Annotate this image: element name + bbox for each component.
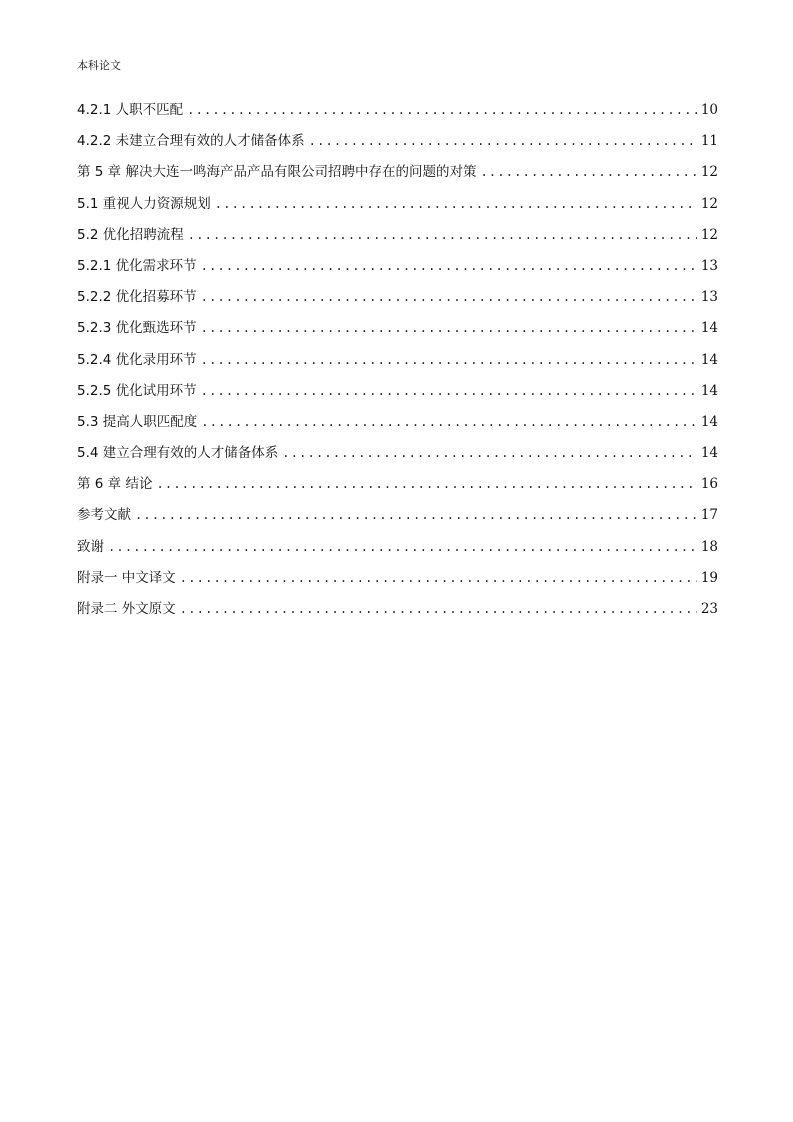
- toc-entry[interactable]: [77, 503, 718, 534]
- toc-entry-page: 12: [700, 195, 718, 212]
- toc-entry-page: 14: [700, 320, 718, 337]
- toc-entry-page: 19: [700, 569, 718, 586]
- toc-entry-page: 23: [700, 601, 718, 617]
- toc-entry[interactable]: [77, 441, 718, 472]
- toc-entry-title: 5.3 提高人职匹配度: [77, 413, 198, 430]
- toc-entry-title: 致谢: [77, 538, 104, 555]
- toc-entry-page: 14: [700, 413, 718, 430]
- toc-entry-page: 12: [700, 164, 718, 181]
- toc-dot-leader: [309, 129, 697, 153]
- toc-dot-leader: [135, 503, 697, 527]
- toc-entry-page: 12: [700, 226, 718, 243]
- toc-dot-leader: [201, 379, 697, 403]
- toc-dot-leader: [180, 566, 697, 590]
- toc-entry-page: 14: [700, 445, 718, 462]
- toc-dot-leader: [201, 348, 697, 372]
- toc-entry-title: 附录二 外文原文: [77, 601, 176, 617]
- toc-entry[interactable]: [77, 192, 718, 223]
- table-of-contents: [77, 98, 718, 628]
- toc-entry-title: 附录一 中文译文: [77, 569, 176, 586]
- toc-entry-title: 4.2.2 未建立合理有效的人才储备体系: [77, 133, 305, 150]
- toc-entry-title: 5.4 建立合理有效的人才储备体系: [77, 445, 279, 462]
- toc-entry[interactable]: [77, 223, 718, 254]
- toc-dot-leader: [201, 254, 697, 278]
- toc-entry[interactable]: [77, 379, 718, 410]
- toc-entry-page: 13: [700, 289, 718, 306]
- toc-entry[interactable]: [77, 254, 718, 285]
- toc-entry-page: 13: [700, 257, 718, 274]
- toc-entry-title: 参考文献: [77, 507, 131, 524]
- toc-entry-title: 4.2.1 人职不匹配: [77, 102, 184, 118]
- toc-entry[interactable]: [77, 285, 718, 316]
- toc-entry-page: 16: [700, 476, 718, 493]
- toc-entry[interactable]: [77, 316, 718, 347]
- toc-dot-leader: [201, 285, 697, 309]
- toc-entry[interactable]: [77, 160, 718, 191]
- toc-entry[interactable]: [77, 129, 718, 160]
- toc-entry-title: 第 5 章 解决大连一鸣海产品产品有限公司招聘中存在的问题的对策: [77, 164, 477, 181]
- toc-entry[interactable]: [77, 348, 718, 379]
- toc-entry-page: 14: [700, 351, 718, 368]
- toc-dot-leader: [156, 472, 696, 496]
- toc-entry[interactable]: [77, 535, 718, 566]
- toc-entry-page: 18: [700, 538, 718, 555]
- toc-entry-title: 5.2.3 优化甄选环节: [77, 320, 197, 337]
- toc-dot-leader: [215, 192, 697, 216]
- toc-entry-page: 14: [700, 382, 718, 399]
- toc-entry-page: 10: [700, 102, 718, 118]
- toc-dot-leader: [282, 441, 697, 465]
- toc-dot-leader: [480, 160, 696, 184]
- toc-entry-title: 5.2.4 优化录用环节: [77, 351, 197, 368]
- toc-entry[interactable]: [77, 472, 718, 503]
- toc-entry-title: 5.2.5 优化试用环节: [77, 382, 197, 399]
- toc-entry[interactable]: [77, 566, 718, 597]
- toc-dot-leader: [180, 597, 697, 621]
- toc-dot-leader: [201, 316, 697, 340]
- page-header: 本科论文: [77, 59, 121, 72]
- toc-entry[interactable]: [77, 597, 718, 628]
- toc-dot-leader: [187, 98, 697, 122]
- toc-entry-page: 11: [700, 133, 718, 150]
- toc-entry-title: 5.1 重视人力资源规划: [77, 195, 211, 212]
- toc-entry-title: 5.2 优化招聘流程: [77, 226, 184, 243]
- toc-entry[interactable]: [77, 98, 718, 129]
- toc-dot-leader: [108, 535, 697, 559]
- toc-entry-title: 5.2.1 优化需求环节: [77, 257, 197, 274]
- toc-entry-title: 第 6 章 结论: [77, 476, 153, 493]
- toc-entry-title: 5.2.2 优化招募环节: [77, 289, 197, 306]
- toc-entry[interactable]: [77, 410, 718, 441]
- toc-entry-page: 17: [700, 507, 718, 524]
- toc-dot-leader: [201, 410, 697, 434]
- toc-dot-leader: [188, 223, 697, 247]
